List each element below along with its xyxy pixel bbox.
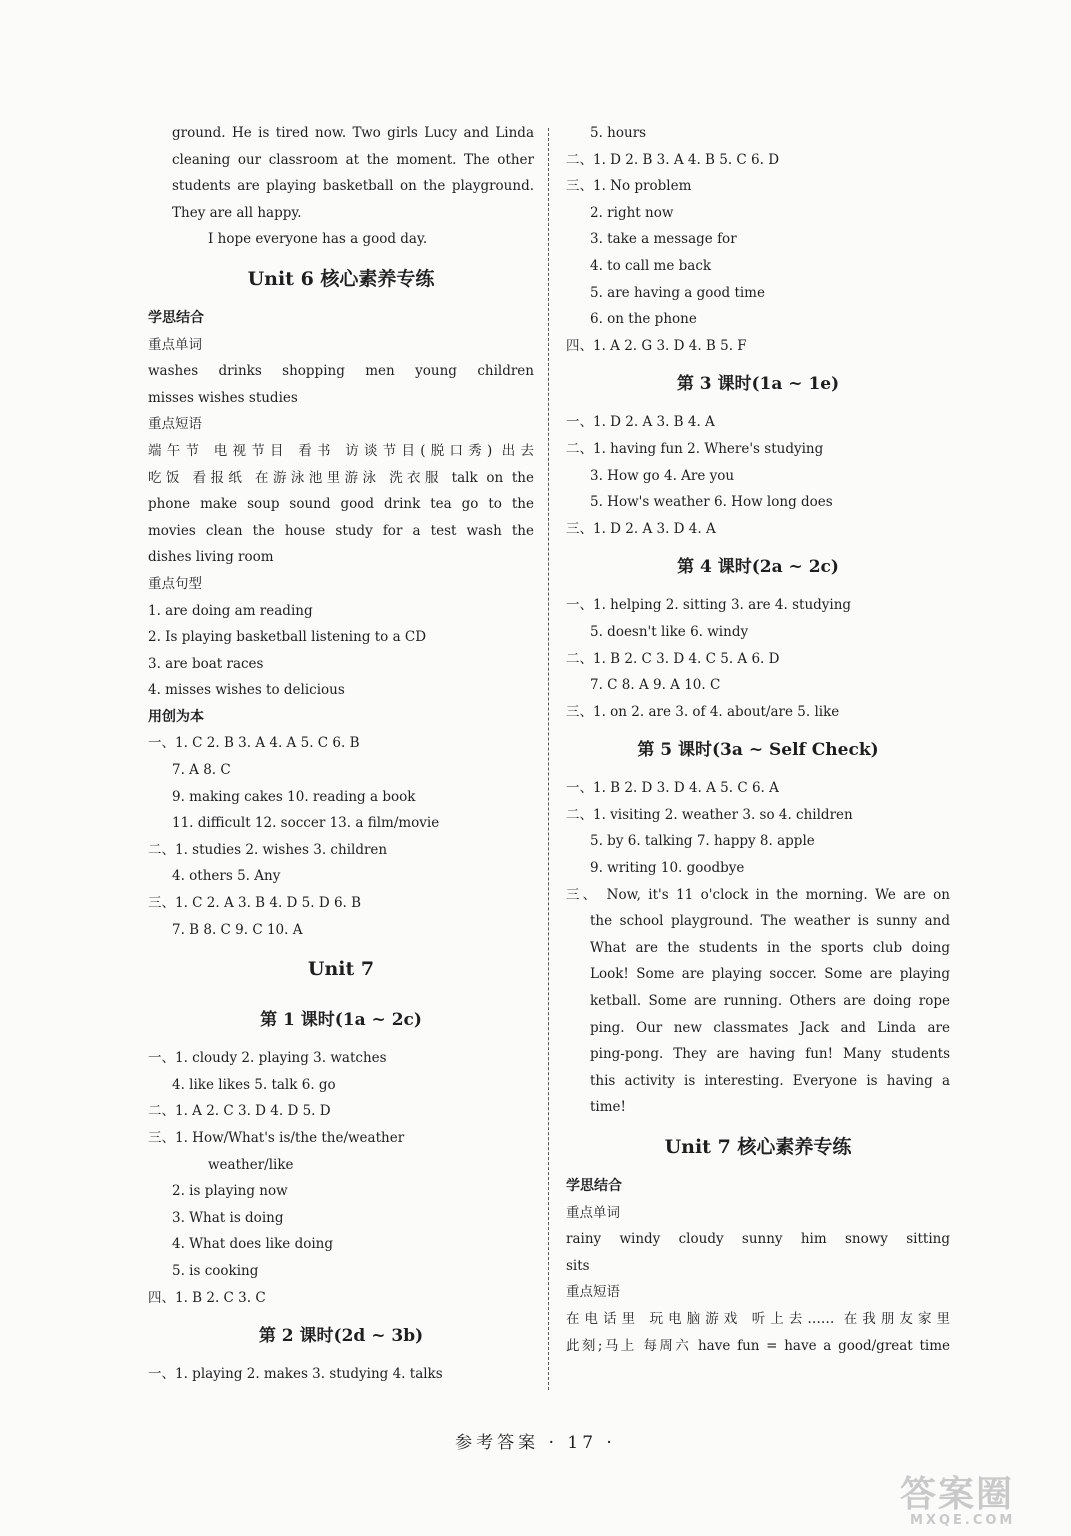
answer-line: ping-pong. They are having fun! Many students	[590, 1046, 950, 1063]
answer-line: 重点单词	[566, 1204, 620, 1221]
answer-line: washes drinks shopping men young children	[148, 363, 534, 380]
section-heading: 第 4 课时(2a ~ 2c)	[677, 557, 839, 578]
answer-line: sits	[566, 1257, 590, 1274]
answer-line: 二、1. A 2. C 3. D 4. D 5. D	[148, 1103, 331, 1120]
left-column	[148, 120, 534, 1388]
answer-line: 三、1. on 2. are 3. of 4. about/are 5. like	[566, 703, 840, 720]
answer-line: 5. is cooking	[172, 1262, 259, 1279]
answer-line: 4. to call me back	[590, 257, 712, 274]
answer-line: 3. How go 4. Are you	[590, 467, 735, 484]
section-heading: Unit 6 核心素养专练	[247, 267, 435, 290]
answer-line: 3. What is doing	[172, 1209, 284, 1226]
answer-line: 3. take a message for	[590, 231, 737, 248]
section-heading: 第 5 课时(3a ~ Self Check)	[637, 740, 879, 761]
answer-line: 2. is playing now	[172, 1183, 288, 1200]
answer-line: 学思结合	[148, 309, 204, 326]
answer-line: 二、1. having fun 2. Where's studying	[566, 440, 824, 457]
answer-line: 一、1. B 2. D 3. D 4. A 5. C 6. A	[566, 780, 779, 797]
answer-line: 学思结合	[566, 1178, 622, 1194]
answer-line: 吃饭 看报纸 在游泳池里游泳 洗衣服 talk on the	[148, 469, 534, 486]
answer-line: 7. A 8. C	[172, 762, 231, 779]
answer-line: ground. He is tired now. Two girls Lucy and Linda	[172, 125, 534, 141]
answer-line: 4. like likes 5. talk 6. go	[172, 1076, 336, 1093]
answer-line: 5. hours	[590, 125, 647, 141]
answer-line: phone make soup sound good drink tea go to the	[148, 496, 534, 513]
answer-line: this activity is interesting. Everyone is having a	[590, 1072, 950, 1089]
answer-line: 重点句型	[148, 575, 202, 592]
answer-line: 一、1. D 2. A 3. B 4. A	[566, 414, 715, 431]
answer-line: 用创为本	[148, 708, 204, 725]
answer-line: 三、1. How/What's is/the the/weather	[148, 1130, 405, 1146]
answer-line: 三、1. C 2. A 3. B 4. D 5. D 6. B	[148, 895, 362, 912]
answer-line: misses wishes studies	[148, 389, 298, 406]
answer-line: 7. C 8. A 9. A 10. C	[590, 677, 721, 694]
section-heading: 第 3 课时(1a ~ 1e)	[676, 374, 840, 395]
answer-line: 2. Is playing basketball listening to a CD	[148, 629, 427, 646]
answer-line: 6. on the phone	[590, 311, 697, 328]
answer-line: 二、1. visiting 2. weather 3. so 4. children	[566, 806, 853, 823]
answer-line: 二、1. D 2. B 3. A 4. B 5. C 6. D	[566, 151, 780, 168]
answer-line: 4. misses wishes to delicious	[148, 682, 345, 699]
watermark-text: 答案圈	[900, 1474, 1015, 1515]
answer-line: 三、1. D 2. A 3. D 4. A	[566, 520, 716, 537]
answer-line: movies clean the house study for a test wash the	[148, 522, 534, 539]
answer-line: 二、1. studies 2. wishes 3. children	[148, 841, 388, 858]
answer-line: time!	[590, 1099, 626, 1116]
answer-line: 在电话里 玩电脑游戏 听上去…… 在我朋友家里	[566, 1310, 950, 1327]
answer-line: 一、1. playing 2. makes 3. studying 4. talks	[148, 1366, 443, 1383]
answer-line: 5. How's weather 6. How long does	[590, 494, 833, 511]
section-heading: 第 1 课时(1a ~ 2c)	[260, 1010, 422, 1031]
answer-line: students are playing basketball on the playground.	[172, 178, 534, 195]
answer-line: 重点单词	[148, 336, 202, 353]
answer-line: 11. difficult 12. soccer 13. a film/movie	[172, 815, 440, 832]
answer-line: 一、1. C 2. B 3. A 4. A 5. C 6. B	[148, 735, 360, 752]
answer-line: 4. What does like doing	[172, 1236, 334, 1253]
answer-line: cleaning our classroom at the moment. The other	[172, 151, 534, 168]
answer-line: 5. are having a good time	[590, 284, 765, 301]
answer-line: dishes living room	[148, 549, 274, 566]
page-footer: 参考答案 · 17 ·	[455, 1433, 616, 1453]
answer-line: the school playground. The weather is sunny and	[590, 913, 950, 930]
answer-line: 重点短语	[148, 416, 202, 433]
answer-line: Look! Some are playing soccer. Some are playing	[590, 966, 950, 983]
answer-line: 7. B 8. C 9. C 10. A	[172, 921, 303, 938]
answer-line: 二、1. B 2. C 3. D 4. C 5. A 6. D	[566, 650, 780, 667]
answer-line: 三、 Now, it's 11 o'clock in the morning. We are on	[566, 886, 950, 903]
right-column	[566, 120, 950, 1359]
answer-line: They are all happy.	[172, 204, 302, 221]
answer-line: 此刻;马上 每周六 have fun = have a good/great time	[566, 1337, 950, 1354]
answer-line: 9. making cakes 10. reading a book	[172, 788, 416, 805]
answer-line: 5. by 6. talking 7. happy 8. apple	[590, 833, 815, 850]
answer-line: 9. writing 10. goodbye	[590, 860, 745, 877]
answer-line: 3. are boat races	[148, 655, 264, 672]
watermark-url: MXQE.COM	[910, 1513, 1016, 1528]
answer-line: rainy windy cloudy sunny him snowy sitting	[566, 1231, 950, 1248]
answer-line: 端午节 电视节目 看书 访谈节目(脱口秀) 出去	[148, 442, 534, 459]
answer-line: I hope everyone has a good day.	[208, 231, 428, 248]
answer-line: ping. Our new classmates Jack and Linda are	[590, 1019, 950, 1036]
answer-line: 一、1. helping 2. sitting 3. are 4. studying	[566, 597, 852, 614]
answer-line: 四、1. B 2. C 3. C	[148, 1289, 266, 1306]
answer-line: 重点短语	[566, 1284, 620, 1301]
answer-line: 1. are doing am reading	[148, 602, 313, 619]
answer-line: 一、1. cloudy 2. playing 3. watches	[148, 1050, 387, 1067]
watermark-logo	[900, 1466, 1060, 1532]
answer-line: What are the students in the sports club doing	[590, 939, 950, 956]
answer-line: weather/like	[208, 1156, 294, 1173]
answer-line: 2. right now	[590, 204, 674, 221]
answer-line: ketball. Some are running. Others are doing rope	[590, 993, 950, 1010]
section-heading: 第 2 课时(2d ~ 3b)	[258, 1326, 424, 1347]
section-heading: Unit 7	[307, 958, 375, 981]
answer-line: 4. others 5. Any	[172, 868, 281, 885]
answer-line: 5. doesn't like 6. windy	[590, 623, 749, 640]
answer-line: 四、1. A 2. G 3. D 4. B 5. F	[566, 337, 747, 354]
column-divider	[548, 128, 549, 1390]
section-heading: Unit 7 核心素养专练	[664, 1136, 852, 1158]
answer-line: 三、1. No problem	[566, 178, 692, 195]
